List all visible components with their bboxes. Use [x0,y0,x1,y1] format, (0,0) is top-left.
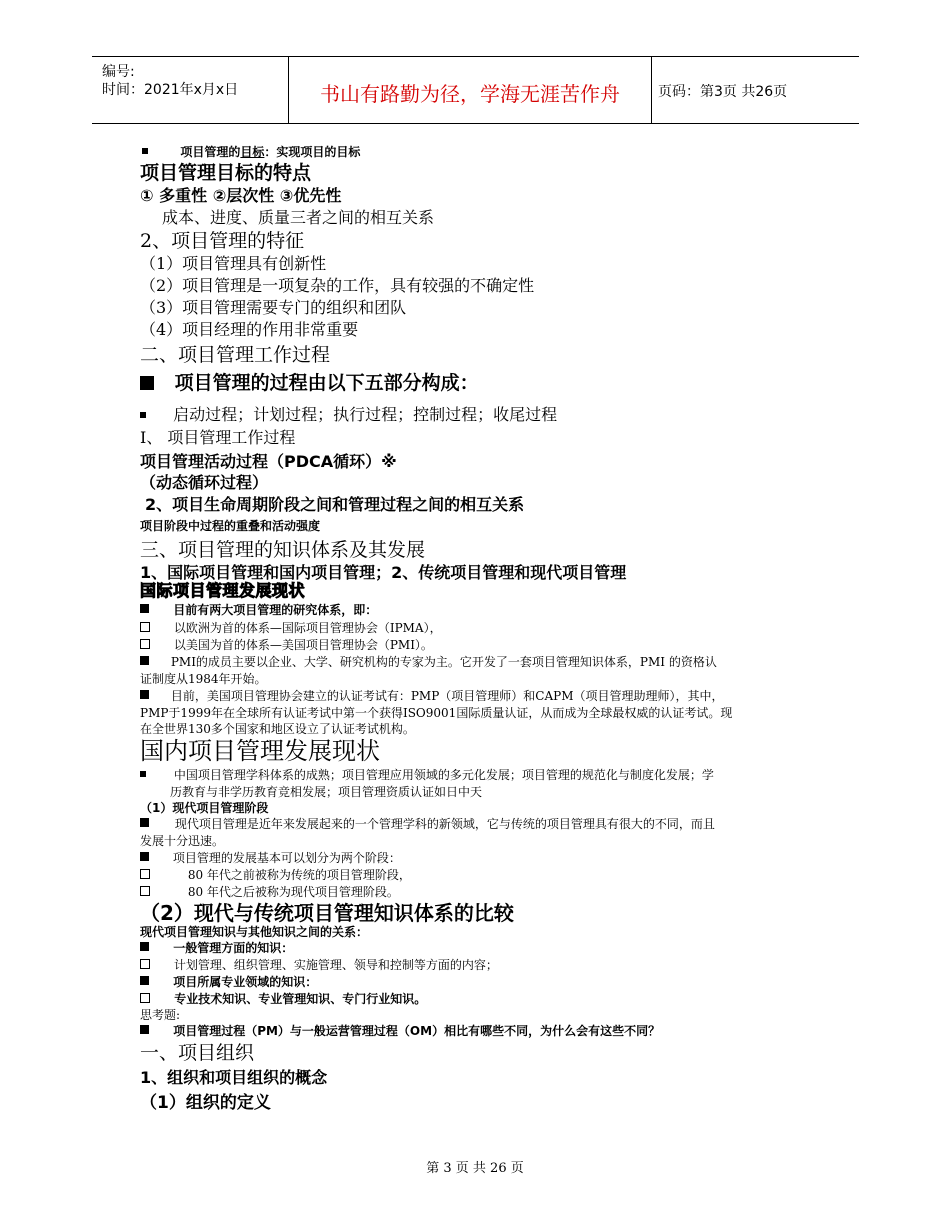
square-bullet-icon [140,656,149,665]
characteristic-3: （3）项目管理需要专门的组织和团队 [140,298,407,317]
square-bullet-icon [140,376,154,390]
characteristic-2: （2）项目管理是一项复杂的工作，具有较强的不确定性 [140,276,535,295]
para-certification-3: 在全世界130多个国家和地区设立了认证考试机构。 [140,722,415,736]
header-page-cell [652,57,859,123]
square-bullet-icon [140,412,146,418]
checkbox-bullet-icon [140,993,150,1003]
square-bullet-icon [140,976,149,985]
line-question: 项目管理过程（PM）与一般运营管理过程（OM）相比有哪些不同，为什么会有这些不同？ [140,1024,660,1038]
heading-process: 二、项目管理工作过程 [140,344,331,366]
para-domestic-2: 历教育与非学历教育竞相发展；项目管理资质认证如日中天 [170,785,483,799]
line-question-label: 思考题: [140,1008,181,1022]
goal-features-list: ① 多重性 ②层次性 ③优先性 [140,186,342,205]
line-general-mgmt-content: 计划管理、组织管理、实施管理、领导和控制等方面的内容； [140,958,498,972]
characteristic-1: （1）项目管理具有创新性 [140,254,327,273]
heading-goal-features: 项目管理目标的特点 [140,162,312,184]
line-phase-overlap: 项目阶段中过程的重叠和活动强度 [140,519,321,533]
para-certification-2: PMP于1999年在全球所有认证考试中第一个获得ISO9001国际质量认证，从而成为全球最权威的认证考试。现 [140,706,733,720]
para-domestic-1: 中国项目管理学科体系的成熟；项目管理应用领域的多元化发展；项目管理的规范化与制度化发展；学 [140,768,714,782]
para-pmi-members-1: PMI的成员主要以企业、大学、研究机构的专家为主。它开发了一套项目管理知识体系，PMI 的资格认 [140,655,717,669]
checkbox-bullet-icon [140,622,150,632]
line-dynamic-cycle: （动态循环过程） [140,473,269,492]
square-bullet-icon [140,942,149,951]
square-bullet-icon [140,852,149,861]
characteristic-4: （4）项目经理的作用非常重要 [140,320,359,339]
checkbox-bullet-icon [140,869,150,879]
square-bullet-icon [140,771,146,777]
date-label: 时间：2021年x月x日 [102,82,239,98]
heading-intl-status: 国际项目管理发展现状 [140,581,306,600]
line-work-process: I、 项目管理工作过程 [140,428,296,447]
line-two-phases: 项目管理的发展基本可以划分为两个阶段： [140,851,401,865]
square-bullet-icon [140,818,149,827]
checkbox-bullet-icon [140,959,150,969]
heading-comparison: （2）现代与传统项目管理知识体系的比较 [140,901,514,925]
line-ipma: 以欧洲为首的体系—国际项目管理协会（IPMA）， [140,621,442,635]
square-bullet-icon [142,148,148,154]
motto: 书山有路勤为径，学海无涯苦作舟 [320,82,620,106]
square-bullet-icon [140,604,149,613]
line-five-parts: 项目管理的过程由以下五部分构成： [140,372,479,395]
para-pmi-members-2: 证制度从1984年开始。 [140,672,267,686]
header-table [92,56,859,124]
heading-characteristics: 2、项目管理的特征 [140,230,305,252]
page-footer: 第 3 页 共 26 页 [426,1161,524,1176]
square-bullet-icon [140,690,149,699]
para-modern-2: 发展十分迅速。 [140,834,225,848]
heading-modern-phase: （1）现代项目管理阶段 [140,801,269,815]
para-certification-1: 目前，美国项目管理协会建立的认证考试有：PMP（项目管理师）和CAPM（项目管理助理师），其中， [140,689,723,703]
line-process-steps: 启动过程；计划过程；执行过程；控制过程；收尾过程 [140,405,557,424]
line-after-80s: 80 年代之后被称为现代项目管理阶段。 [140,885,399,899]
page-label: 页码：第3页 共26页 [658,84,788,100]
header-info-cell [92,57,288,123]
heading-knowledge: 三、项目管理的知识体系及其发展 [140,539,426,561]
heading-org-concept: 1、组织和项目组织的概念 [140,1068,328,1087]
line-general-mgmt: 一般管理方面的知识： [140,941,293,955]
line-goal: 项目管理的目标：实现项目的目标 [142,145,360,159]
line-tradeoff: 成本、进度、质量三者之间的相互关系 [162,208,435,227]
heading-domestic-status: 国内项目管理发展现状 [140,737,380,765]
line-two-systems: 目前有两大项目管理的研究体系，即： [140,603,377,617]
square-bullet-icon [140,1025,149,1034]
para-modern-1: 现代项目管理是近年来发展起来的一个管理学科的新领域，它与传统的项目管理具有很大的不同，而且 [140,817,715,831]
heading-project-org: 一、项目组织 [140,1042,255,1064]
checkbox-bullet-icon [140,886,150,896]
line-knowledge-relation: 现代项目管理知识与其他知识之间的关系： [140,925,369,939]
line-intl-domestic: 1、国际项目管理和国内项目管理；2、传统项目管理和现代项目管理 [140,563,627,582]
checkbox-bullet-icon [140,639,150,649]
header-motto-cell [288,57,652,123]
line-pmi: 以美国为首的体系—美国项目管理协会（PMI）。 [140,638,433,652]
line-pdca: 项目管理活动过程（PDCA循环）※ [140,452,397,471]
line-domain-knowledge-content: 专业技术知识、专业管理知识、专门行业知识。 [140,992,426,1006]
line-lifecycle-relation: 2、项目生命周期阶段之间和管理过程之间的相互关系 [145,495,525,514]
heading-org-definition: （1）组织的定义 [140,1093,271,1113]
line-before-80s: 80 年代之前被称为传统的项目管理阶段， [140,868,411,882]
line-domain-knowledge: 项目所属专业领域的知识： [140,975,317,989]
serial-label: 编号: [102,64,135,80]
